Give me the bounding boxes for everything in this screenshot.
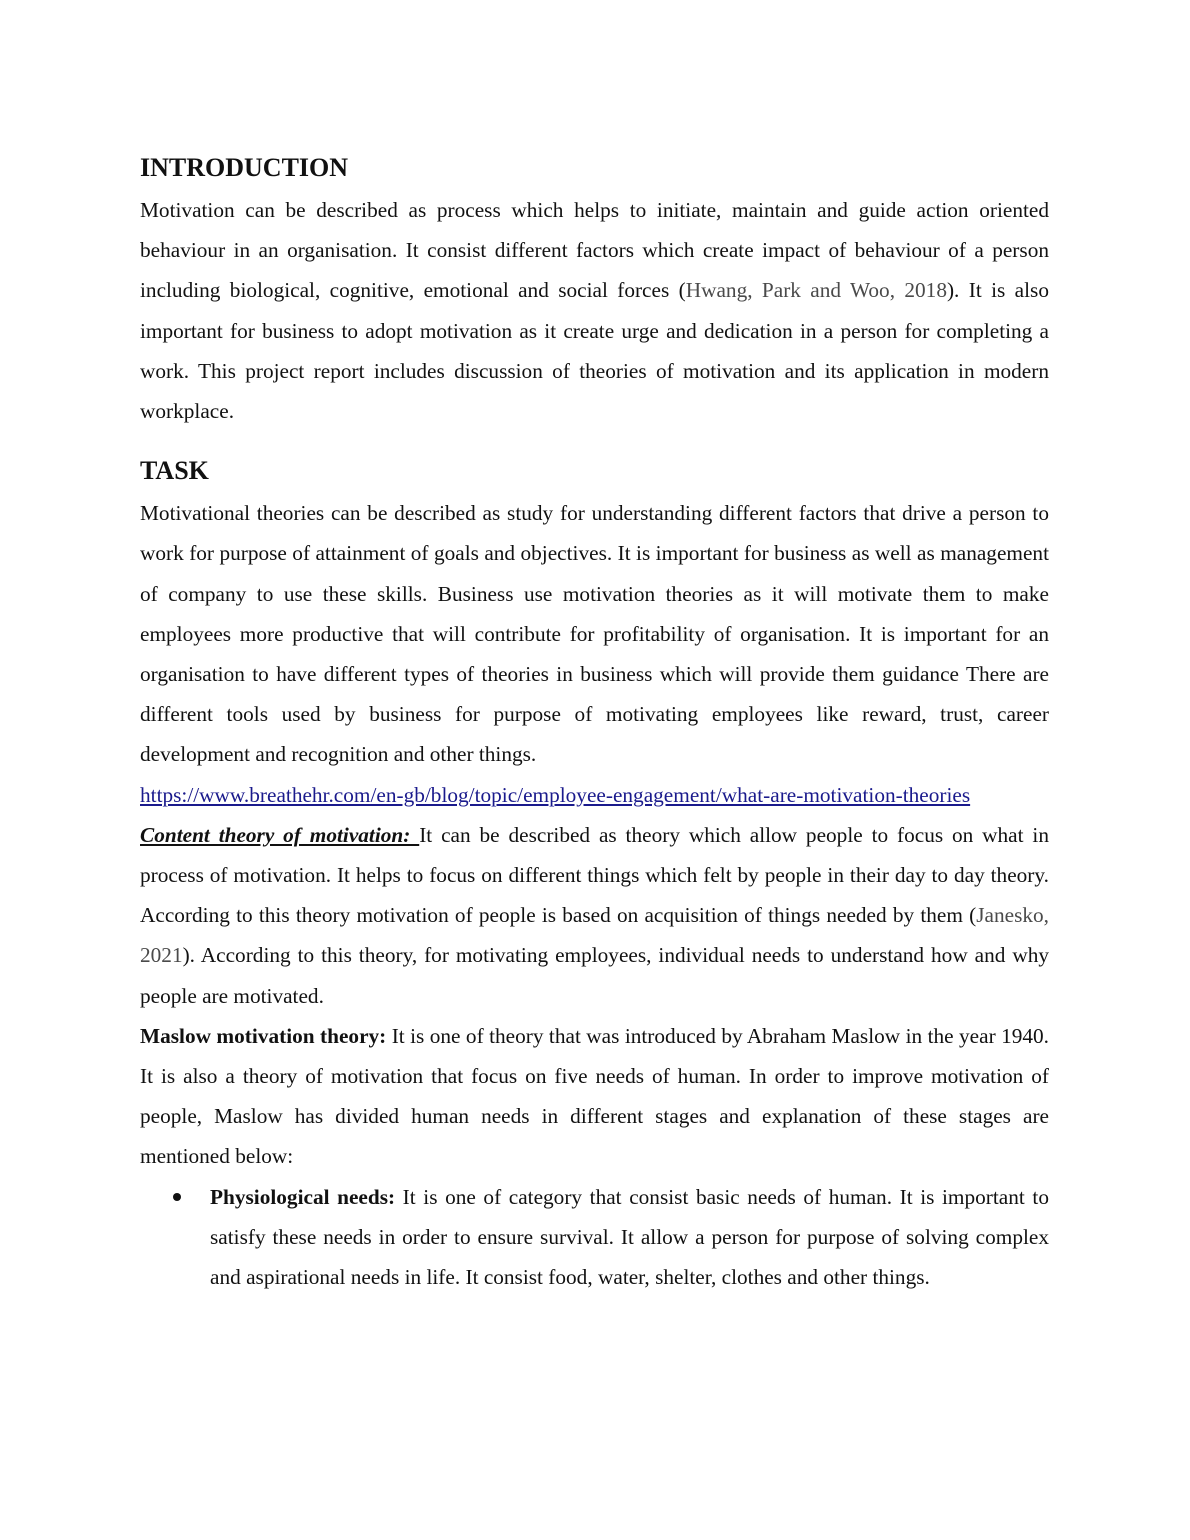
reference-link[interactable]: https://www.breathehr.com/en-gb/blog/topic/employee-engagement/what-are-motivation-theories — [140, 782, 971, 807]
document-page — [140, 148, 1049, 1297]
bullet-icon — [173, 1193, 181, 1201]
maslow-text: It is one of theory that was introduced by Abraham Maslow in the year 1940. It is also a theory of motivation that focus on five needs of human. In order to improve motivation of people, Maslow has divided human needs in different stages and explanation of these stages are mentioned below: — [140, 1023, 1050, 1169]
introduction-heading: INTRODUCTION — [140, 153, 349, 182]
physiological-text: It is one of category that consist basic needs of human. It is important to satisfy these needs in order to ensure survival. It allow a person for purpose of solving complex and aspirational needs in life. It consist food, water, shelter, clothes and other things. — [210, 1184, 1049, 1290]
maslow-paragraph — [140, 1016, 1049, 1177]
task-heading: TASK — [140, 456, 209, 486]
content-theory-paragraph — [140, 815, 1049, 1016]
needs-list — [140, 1177, 1049, 1298]
maslow-label: Maslow motivation theory: — [140, 1023, 387, 1048]
introduction-paragraph — [140, 190, 1049, 431]
content-theory-label: Content theory of motivation: — [140, 822, 420, 847]
citation-janesko: Janesko, 2021 — [140, 903, 1049, 968]
physiological-label: Physiological needs: — [210, 1184, 396, 1209]
list-item-physiological — [210, 1177, 1049, 1298]
introduction-text-2: ). It is also important for business to adopt motivation as it create urge and dedication in a person for completing a work. This project report includes discussion of theories of motivation and its application in modern workplace. — [140, 278, 1049, 424]
content-theory-text-2: ). According to this theory, for motivating employees, individual needs to understand how and why people are motivated. — [140, 943, 1049, 1008]
task-paragraph: Motivational theories can be described as study for understanding different factors that drive a person to work for purpose of attainment of goals and objectives. It is important for business as well as management of company to use these skills. Business use motivation theories as it will motivate them to make employees more productive that will contribute for profitability of organisation. It is important for an organisation to have different types of theories in business which will provide them guidance There are different tools used by business for purpose of motivating employees like reward, trust, career development and recognition and other things. — [140, 501, 1049, 767]
citation-hwang: Hwang, Park and Woo, 2018 — [685, 278, 947, 303]
introduction-text-1: Motivation can be described as process which helps to initiate, maintain and guide action oriented behaviour in an organisation. It consist different factors which create impact of behaviour of a person including biological, cognitive, emotional and social forces ( — [140, 198, 1049, 303]
content-theory-text-1: It can be described as theory which allow people to focus on what in process of motivation. It helps to focus on different things which felt by people in their day to day theory. According to this theory motivation of people is based on acquisition of things needed by them ( — [140, 822, 1049, 928]
